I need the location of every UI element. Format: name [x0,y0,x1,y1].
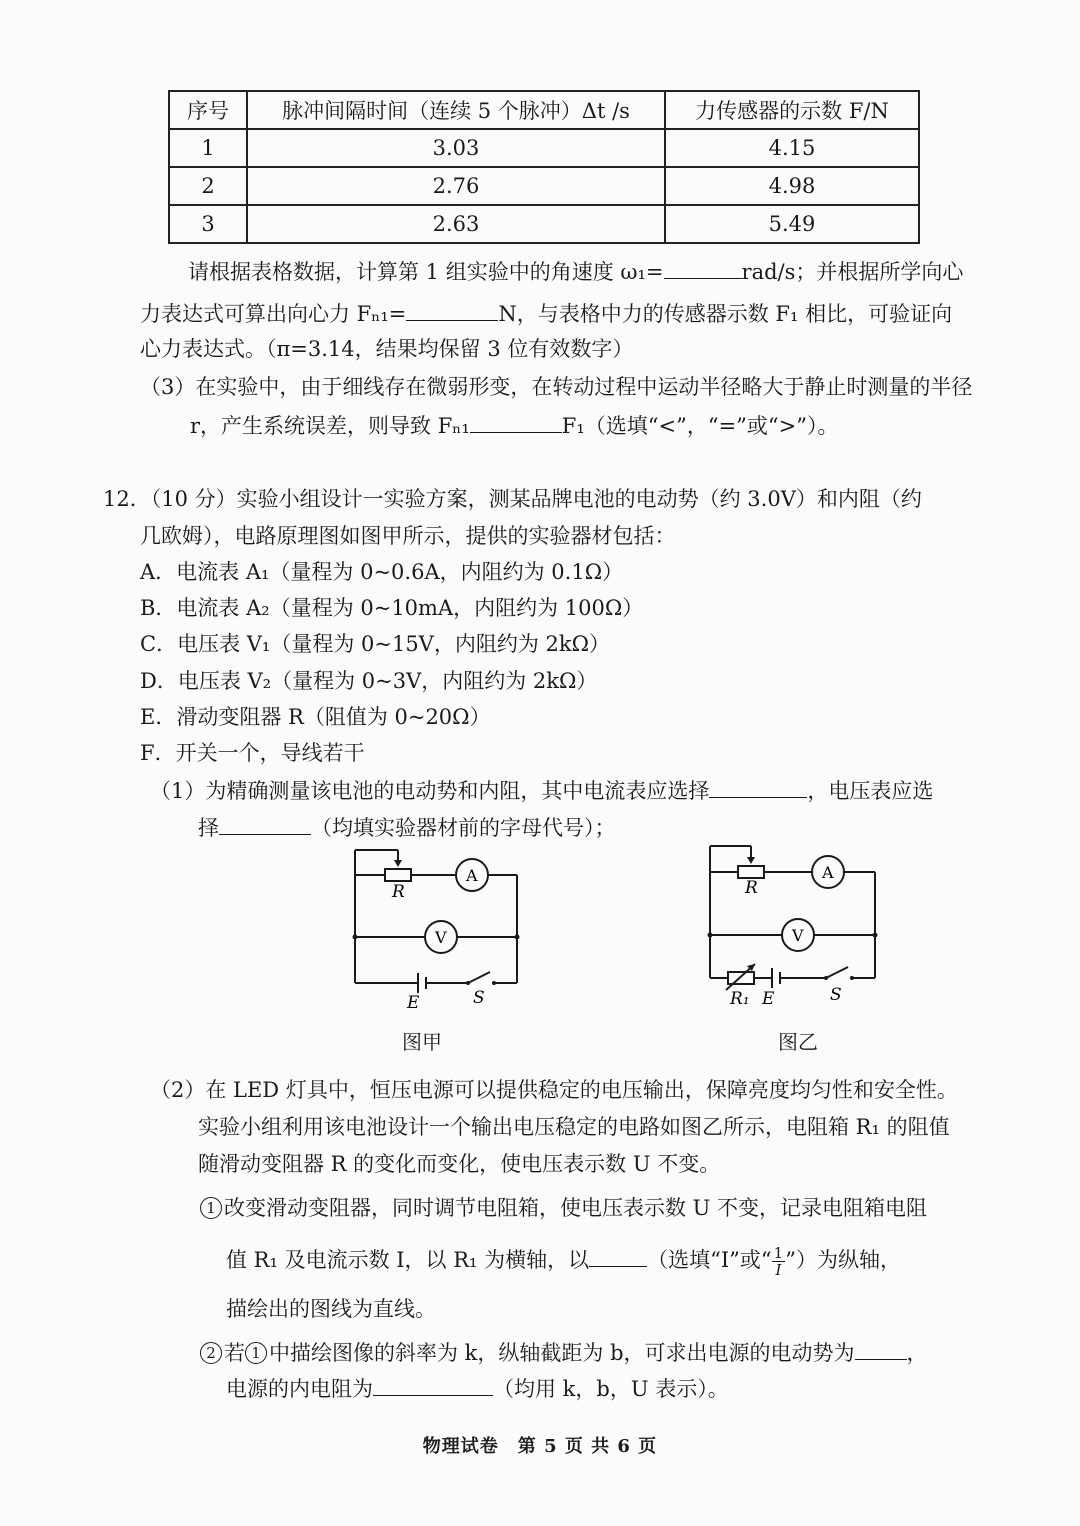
answer-blank[interactable] [589,1244,647,1267]
q11-line2 [140,298,952,329]
table-row [169,205,919,243]
q12-intro-line2: 几欧姆），电路原理图如图甲所示，提供的实验器材包括： [140,524,676,548]
label-r: R [745,878,758,898]
text: rad/s；并根据所学向心 [741,260,964,284]
q12-part1-line2 [198,812,616,843]
q12-part2-line3: 随滑动变阻器 R 的变化而变化，使电压表示数 U 不变。 [198,1152,721,1176]
label-s: S [473,988,485,1008]
slider-arrow-icon [394,860,402,867]
voltmeter-label: V [792,926,804,945]
fraction [772,1245,786,1278]
text: 值 R₁ 及电流示数 I，以 R₁ 为横轴，以 [226,1248,590,1272]
answer-blank[interactable] [406,298,498,321]
table-cell: 2.63 [247,205,665,243]
table-header: 脉冲间隔时间（连续 5 个脉冲）Δt /s [247,91,665,129]
text: 若 [224,1341,245,1365]
option-a: A．电流表 A₁（量程为 0~0.6A，内阻约为 0.1Ω） [140,560,624,584]
circuit-diagram-b [700,840,890,1015]
table-header-row [169,91,919,129]
circled-number: 2 [200,1342,222,1364]
ammeter-label: A [466,866,478,885]
option-f: F．开关一个，导线若干 [140,741,365,765]
text: （1）为精确测量该电池的电动势和内阻，其中电流表应选择 [150,779,710,803]
text: （选填“I”或“ [647,1248,772,1272]
q12-intro-line1: 12．（10 分）实验小组设计一实验方案，测某品牌电池的电动势（约 3.0V）和内阻（约 [103,487,922,511]
answer-blank[interactable] [470,410,562,433]
circled-number: 1 [245,1342,267,1364]
table-cell: 4.15 [665,129,919,167]
label-s: S [830,985,842,1005]
text: 电源的内电阻为 [226,1377,373,1401]
circled-number: 1 [200,1197,222,1219]
label-r1: R₁ [730,989,750,1009]
text: r，产生系统误差，则导致 Fₙ₁ [190,414,470,438]
q12-part2-line1: （2）在 LED 灯具中，恒压电源可以提供稳定的电压输出，保障亮度均匀性和安全性。 [150,1078,958,1102]
figure-a-caption: 图甲 [402,1030,442,1054]
label-e: E [762,989,775,1009]
table-cell: 5.49 [665,205,919,243]
table-cell: 1 [169,129,247,167]
sub1-line3: 描绘出的图线为直线。 [226,1297,436,1321]
label-e: E [407,993,420,1013]
q11-part3-line1: （3）在实验中，由于细线存在微弱形变，在转动过程中运动半径略大于静止时测量的半径 [140,375,973,399]
text: 改变滑动变阻器，同时调节电阻箱，使电压表示数 U 不变，记录电阻箱电阻 [224,1196,928,1220]
text: （均用 k，b，U 表示）。 [493,1377,729,1401]
ammeter-label: A [822,863,834,882]
figure-b-caption: 图乙 [778,1030,818,1054]
text: N，与表格中力的传感器示数 F₁ 相比，可验证向 [498,302,953,326]
fraction-numerator: 1 [773,1244,784,1262]
answer-blank[interactable] [709,775,807,798]
answer-blank[interactable] [373,1373,493,1396]
table-cell: 3 [169,205,247,243]
q11-part3-line2 [190,410,839,441]
table-header: 序号 [169,91,247,129]
sub1-line2 [226,1242,901,1278]
table-cell: 4.98 [665,167,919,205]
sub2-line1 [200,1337,928,1368]
data-table [168,90,920,244]
answer-blank[interactable] [664,256,742,279]
label-r: R [392,882,405,902]
option-c: C．电压表 V₁（量程为 0~15V，内阻约为 2kΩ） [140,632,611,656]
text: 力表达式可算出向心力 Fₙ₁= [140,302,407,326]
sub2-line2 [226,1373,729,1404]
table-header: 力传感器的示数 F/N [665,91,919,129]
option-d: D．电压表 V₂（量程为 0~3V，内阻约为 2kΩ） [140,669,598,693]
text: 请根据表格数据，计算第 1 组实验中的角速度 ω₁= [188,260,664,284]
table-row [169,129,919,167]
table-cell: 3.03 [247,129,665,167]
voltmeter-label: V [435,928,447,947]
circuit-diagram-a [340,840,540,1015]
option-e: E．滑动变阻器 R（阻值为 0~20Ω） [140,705,491,729]
text: （均填实验器材前的字母代号）； [311,816,616,840]
slider-arrow-icon [747,857,755,864]
text: 中描绘图像的斜率为 k，纵轴截距为 b，可求出电源的电动势为 [269,1341,855,1365]
text: ， [906,1341,928,1365]
table-row [169,167,919,205]
q11-line1 [188,256,963,287]
text: 择 [198,816,219,840]
option-b: B．电流表 A₂（量程为 0~10mA，内阻约为 100Ω） [140,596,644,620]
q12-part2-line2: 实验小组利用该电池设计一个输出电压稳定的电路如图乙所示，电阻箱 R₁ 的阻值 [198,1115,950,1139]
sub1-line1 [200,1193,927,1223]
text: ”）为纵轴， [785,1248,901,1272]
table-cell: 2.76 [247,167,665,205]
text: F₁（选填“<”，“=”或“>”）。 [561,414,839,438]
fraction-denominator: I [775,1261,782,1279]
page-footer: 物理试卷 第 5 页 共 6 页 [422,1436,658,1457]
q11-line3: 心力表达式。（π=3.14，结果均保留 3 位有效数字） [140,337,634,361]
answer-blank[interactable] [219,812,311,835]
q12-part1-line1 [150,775,933,806]
answer-blank[interactable] [855,1337,907,1360]
text: ，电压表应选 [807,779,934,803]
table-cell: 2 [169,167,247,205]
